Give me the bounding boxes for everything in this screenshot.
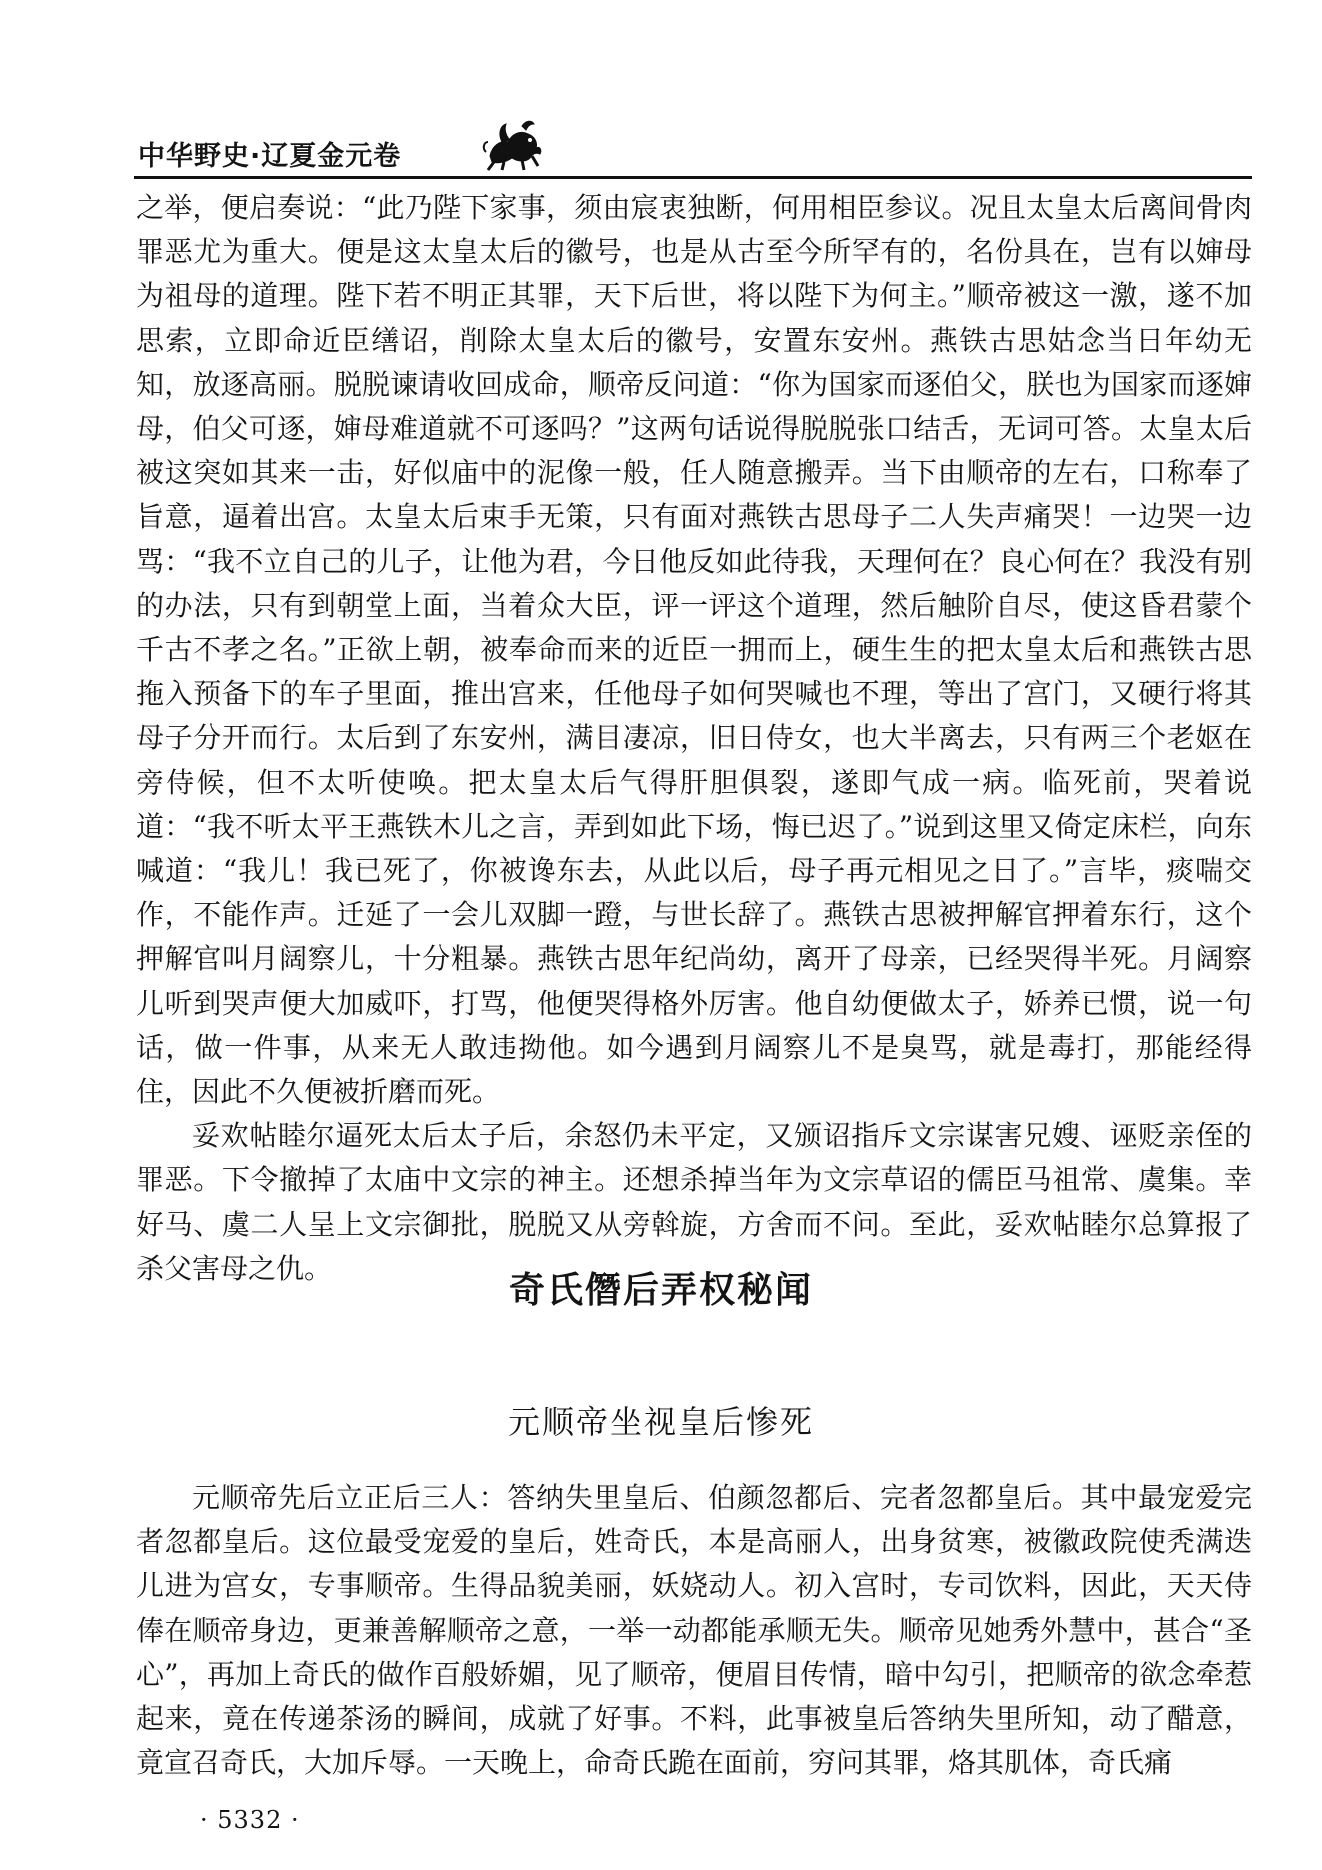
dragon-emblem-icon xyxy=(482,112,544,174)
header-divider xyxy=(134,176,1252,179)
chapter-title: 奇氏僭后弄权秘闻 xyxy=(508,1270,813,1311)
subsection-title: 元顺帝坐视皇后惨死 xyxy=(507,1403,814,1441)
paragraph: 元顺帝先后立正后三人：答纳失里皇后、伯颜忽都后、完者忽都皇后。其中最宠爱完者忽都皇后。这位最受宠爱的皇后，姓奇氏，本是高丽人，出身贫寒，被徽政院使秃满迭儿进为宫女，专事顺帝。生得品貌美丽，妖娆动人。初入宫时，专司饮料，因此，天天侍俸在顺帝身边，更兼善解顺帝之意，一举一动都能承顺无失。顺帝见她秀外慧中，甚合“圣心”，再加上奇氏的做作百般娇媚，见了顺帝，便眉目传情，暗中勾引，把顺帝的欲念牵惹起来，竟在传递茶汤的瞬间，成就了好事。不料，此事被皇后答纳失里所知，动了醋意，竟宣召奇氏，大加斥辱。一天晚上，命奇氏跪在面前，穷问其罪，烙其肌体，奇氏痛 xyxy=(136,1481,1252,1780)
subsection-text-block xyxy=(136,1476,1252,1785)
paragraph: 之举，便启奏说：“此乃陛下家事，须由宸衷独断，何用相臣参议。况且太皇太后离间骨肉罪恶尤为重大。便是这太皇太后的徽号，也是从古至今所罕有的，名份具在，岂有以婶母为祖母的道理。陛下若不明正其罪，天下后世，将以陛下为何主。”顺帝被这一激，遂不加思索，立即命近臣缮诏，削除太皇太后的徽号，安置东安州。燕铁古思姑念当日年幼无知，放逐高丽。脱脱谏请收回成命，顺帝反问道：“你为国家而逐伯父，朕也为国家而逐婶母，伯父可逐，婶母难道就不可逐吗？”这两句话说得脱脱张口结舌，无词可答。太皇太后被这突如其来一击，好似庙中的泥像一般，任人随意搬弄。当下由顺帝的左右，口称奉了旨意，逼着出宫。太皇太后束手无策，只有面对燕铁古思母子二人失声痛哭！一边哭一边骂：“我不立自己的儿子，让他为君，今日他反如此待我，天理何在？良心何在？我没有别的办法，只有到朝堂上面，当着众大臣，评一评这个道理，然后触阶自尽，使这昏君蒙个千古不孝之名。”正欲上朝，被奉命而来的近臣一拥而上，硬生生的把太皇太后和燕铁古思拖入预备下的车子里面，推出宫来，任他母子如何哭喊也不理，等出了宫门，又硬行将其母子分开而行。太后到了东安州，满目凄凉，旧日侍女，也大半离去，只有两三个老妪在旁侍候，但不太听使唤。把太皇太后气得肝胆俱裂，遂即气成一病。临死前，哭着说道：“我不听太平王燕铁木儿之言，弄到如此下场，悔已迟了。”说到这里又倚定床栏，向东喊道：“我儿！我已死了，你被谗东去，从此以后，母子再元相见之日了。”言毕，痰喘交作，不能作声。迁延了一会儿双脚一蹬，与世长辞了。燕铁古思被押解官押着东行，这个押解官叫月阔察儿，十分粗暴。燕铁古思年纪尚幼，离开了母亲，已经哭得半死。月阔察儿听到哭声便大加威吓，打骂，他便哭得格外厉害。他自幼便做太子，娇养已惯，说一句话，做一件事，从来无人敢违拗他。如今遇到月阔察儿不是臭骂，就是毒打，那能经得住，因此不久便被折磨而死。 xyxy=(136,191,1252,1109)
page-number: · 5332 · xyxy=(200,1806,300,1834)
book-title: 中华野史·辽夏金元卷 xyxy=(138,141,402,172)
main-text-block xyxy=(136,186,1252,1291)
page-header xyxy=(134,112,1254,182)
paragraph: 妥欢帖睦尔逼死太后太子后，余怒仍未平定，又颁诏指斥文宗谋害兄嫂、诬贬亲侄的罪恶。下令撤掉了太庙中文宗的神主。还想杀掉当年为文宗草诏的儒臣马祖常、虞集。幸好马、虞二人呈上文宗御批，脱脱又从旁斡旋，方舍而不问。至此，妥欢帖睦尔总算报了杀父害母之仇。 xyxy=(136,1119,1252,1285)
